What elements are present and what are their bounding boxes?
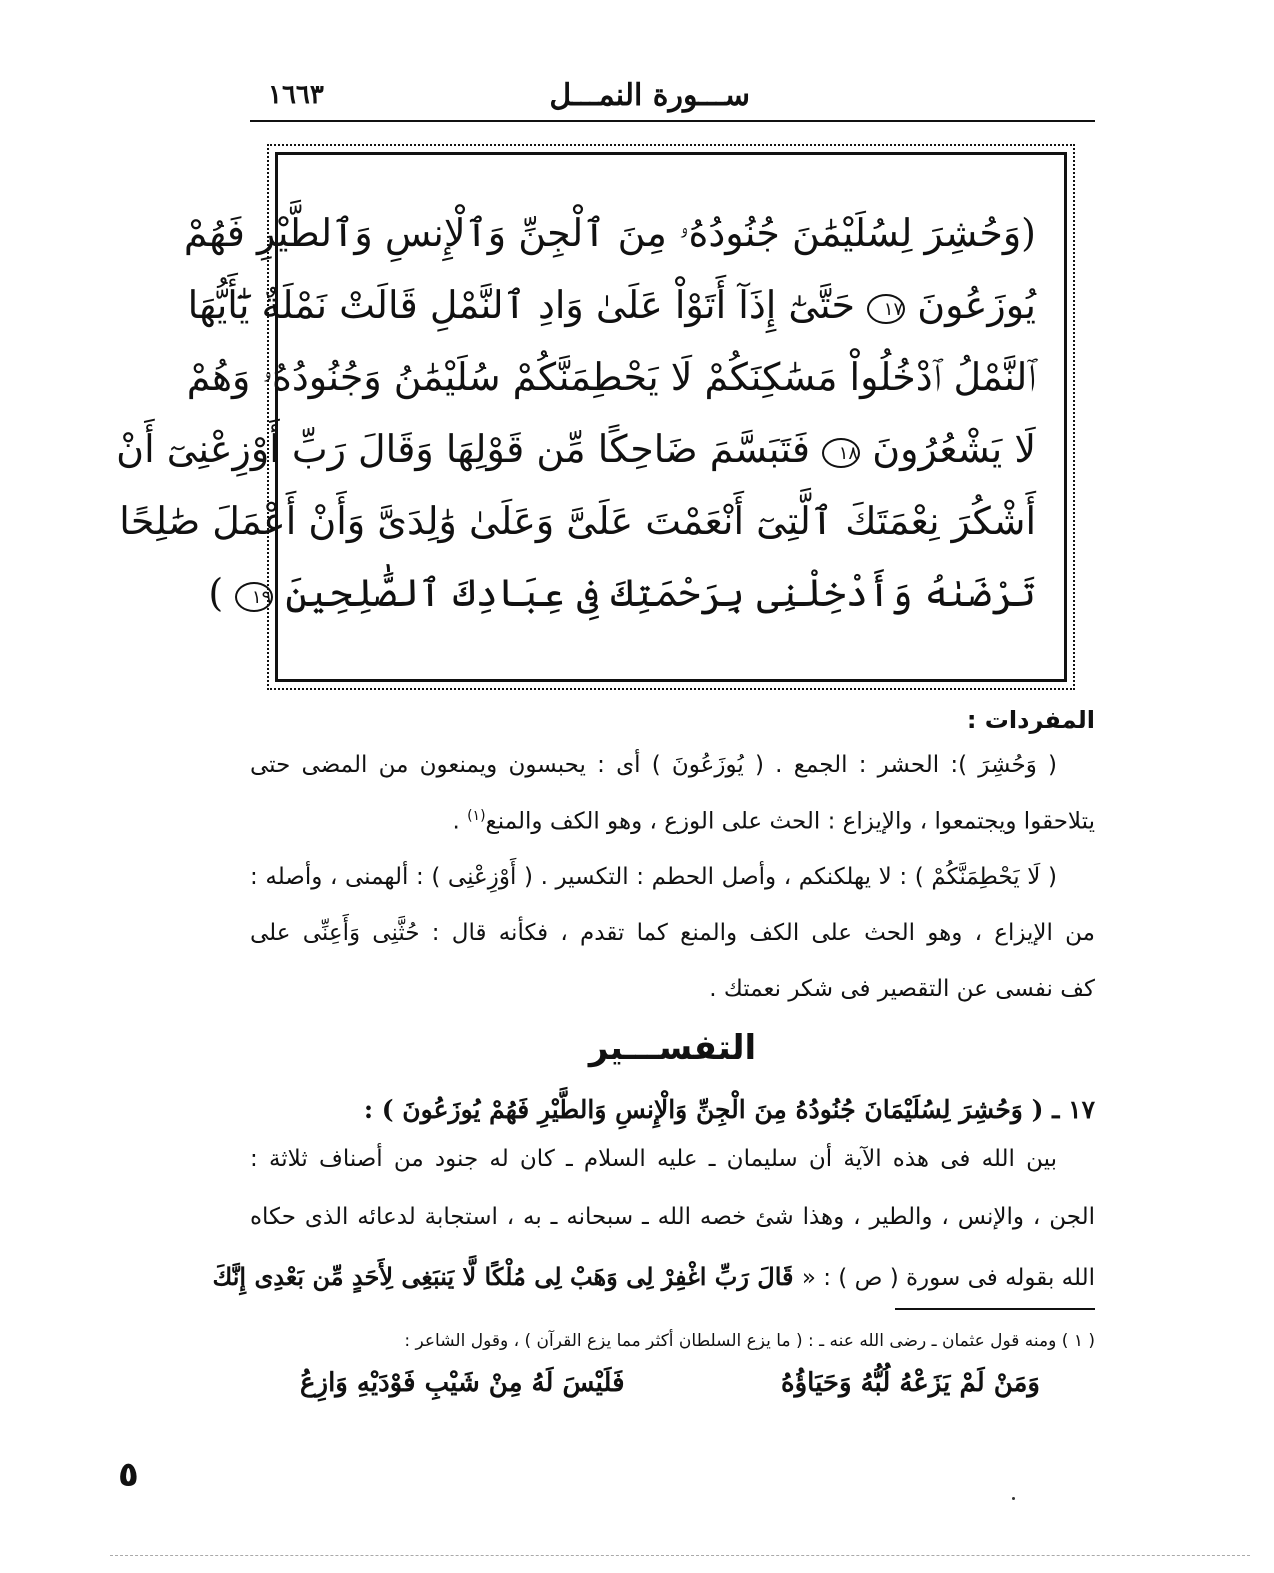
- tafsir-line: الجن ، والإنس ، والطير ، وهذا شئ خصه الله ـ سبحانه ـ به ، استجابة لدعائه الذى حكاه: [250, 1204, 1095, 1230]
- ayah-number-marker: ١٩: [235, 582, 273, 612]
- verse-line: ٱلنَّمْلُ ٱدْخُلُواْ مَسَٰكِنَكُمْ لَا يَحْطِمَنَّكُمْ سُلَيْمَٰنُ وَجُنُودُهُۥ وَهُمْ: [186, 355, 1036, 399]
- footnote-marker: (١): [467, 808, 486, 824]
- vocab-line: ( لَا يَحْطِمَنَّكُمْ ) : لا يهلكنكم ، وأصل الحطم : التكسير . ( أَوْزِعْنِى ) : ألهمنى ، وأصله :: [250, 864, 1057, 890]
- vocab-line: ( وَحُشِرَ ): الحشر : الجمع . ( يُوزَعُونَ ) أى : يحبسون ويمنعون من المضى حتى: [250, 752, 1057, 778]
- scan-edge: [110, 1555, 1250, 1556]
- tafsir-heading: التفســـير: [588, 1028, 757, 1068]
- poem-second-hemistich: فَلَيْسَ لَهُ مِنْ شَيْبِ فَوْدَيْهِ وَازِعُ: [300, 1368, 625, 1398]
- vocab-line: من الإيزاع ، وهو الحث على الكف والمنع كما تقدم ، فكأنه قال : حُثَّنِى وَأَعِنِّى على: [250, 920, 1095, 946]
- vocab-section: [250, 752, 1095, 1032]
- vocab-heading: المفردات :: [966, 706, 1095, 734]
- footnote-text: ( ١ ) ومنه قول عثمان ـ رضى الله عنه ـ : ( ما يزع السلطان أكثر مما يزع القرآن ) ، وقول الشاعر :: [404, 1331, 1095, 1351]
- footnote-poem: [300, 1368, 1040, 1412]
- footnote-divider: [895, 1308, 1095, 1310]
- verse-frame: [116, 152, 1067, 682]
- signature-number: ٥: [118, 1455, 139, 1495]
- verse-line: أَشْكُرَ نِعْمَتَكَ ٱلَّتِىٓ أَنْعَمْتَ عَلَىَّ وَعَلَىٰ وَٰلِدَىَّ وَأَنْ أَعْمَلَ صَٰلِحًا: [119, 499, 1036, 543]
- verse-line: لَا يَشْعُرُونَ ١٨ فَتَبَسَّمَ ضَاحِكًا مِّن قَوْلِهَا وَقَالَ رَبِّ أَوْزِعْنِىٓ أَنْ: [116, 427, 1036, 471]
- verse-line: (وَحُشِرَ لِسُلَيْمَٰنَ جُنُودُهُۥ مِنَ ٱلْجِنِّ وَٱلْإِنسِ وَٱلطَّيْرِ فَهُمْ: [183, 211, 1036, 255]
- verse-line: يُوزَعُونَ ١٧ حَتَّىٰٓ إِذَآ أَتَوْاْ عَلَىٰ وَادِ ٱلنَّمْلِ قَالَتْ نَمْلَةٌ يَٰٓأَيُّهَا: [187, 283, 1036, 327]
- ayah-number-marker: ١٨: [822, 438, 860, 468]
- vocab-line: كف نفسى عن التقصير فى شكر نعمتك .: [709, 976, 1095, 1002]
- ink-speck: [1012, 1497, 1015, 1500]
- ayah-number-marker: ١٧: [867, 294, 905, 324]
- quoted-verse: قَالَ رَبِّ اغْفِرْ لِى وَهَبْ لِى مُلْكًا لَّا يَنبَغِى لِأَحَدٍ مِّن بَعْدِى إِنَّكَ: [212, 1262, 802, 1291]
- tafsir-body: [212, 1146, 1095, 1320]
- verse-line: تَرْضَىٰهُ وَأَدْخِلْنِى بِرَحْمَتِكَ فِى عِبَادِكَ ٱلصَّٰلِحِينَ ١٩ ): [208, 571, 1036, 615]
- tafsir-line: الله بقوله فى سورة ( ص ) : « قَالَ رَبِّ اغْفِرْ لِى وَهَبْ لِى مُلْكًا لَّا يَنبَغِى لِأَحَدٍ مِّن بَعْدِى إِنَّكَ: [212, 1262, 1095, 1291]
- header-divider: [250, 120, 1095, 122]
- vocab-line: يتلاحقوا ويجتمعوا ، والإيزاع : الحث على الوزع ، وهو الكف والمنع$^{(١)}$ .: [452, 808, 1095, 835]
- poem-first-hemistich: وَمَنْ لَمْ يَزَعْهُ لُبُّهُ وَحَيَاؤُهُ: [780, 1368, 1040, 1398]
- page-header: [250, 78, 1095, 122]
- page-number: ١٦٦٣: [268, 80, 324, 110]
- tafsir-line: بين الله فى هذه الآية أن سليمان ـ عليه السلام ـ كان له جنود من أصناف ثلاثة :: [250, 1146, 1057, 1172]
- surah-title: ســـورة النمـــل: [549, 78, 750, 113]
- tafsir-verse-reference: ١٧ ـ ( وَحُشِرَ لِسُلَيْمَانَ جُنُودُهُ مِنَ الْجِنِّ وَالْإِنسِ وَالطَّيْرِ فَهُمْ يُوزَعُونَ ) :: [363, 1095, 1095, 1124]
